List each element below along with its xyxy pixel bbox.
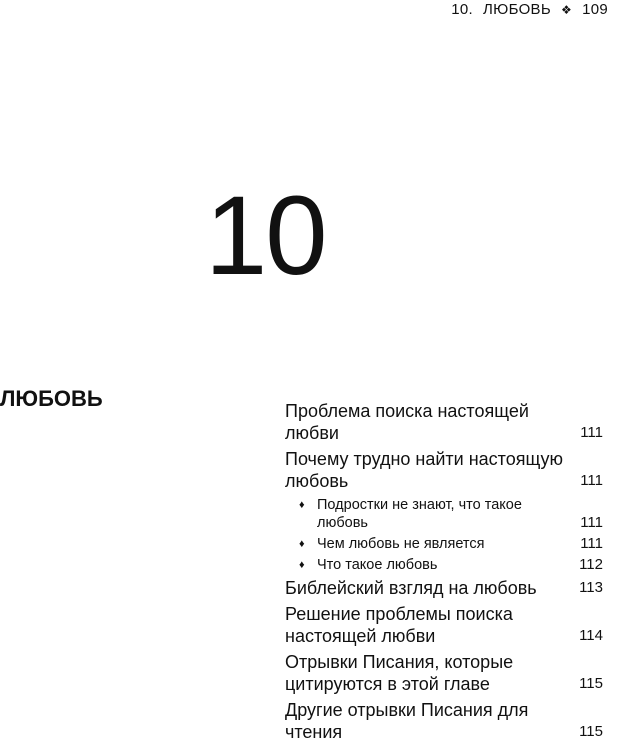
running-head-chapter: 10.: [451, 1, 473, 18]
page-number: 109: [582, 1, 608, 18]
toc-subentry: [285, 496, 603, 532]
running-head: [451, 1, 608, 18]
toc-subentry-title: Что такое любовь: [317, 557, 438, 573]
toc-subentry-title: Чем любовь не является: [317, 536, 485, 552]
toc-entry: [285, 448, 603, 492]
toc-entry-page: 113: [579, 579, 603, 596]
ornament-icon: ❖: [561, 2, 573, 17]
toc-entry-title: Отрывки Писания, которые цитируются в этой главе: [285, 652, 514, 694]
toc-subentry-page: 111: [580, 535, 603, 552]
toc-entry-title: Проблема поиска настоящей любви: [285, 401, 529, 443]
toc-entry-title: Решение проблемы поиска настоящей любви: [285, 604, 513, 646]
bullet-diamond-icon: ♦: [299, 538, 305, 550]
toc-subentry-title: Подростки не знают, что такое любовь: [317, 497, 522, 531]
toc-subentry-page: 112: [579, 556, 603, 573]
running-head-title: ЛЮБОВЬ: [483, 1, 551, 18]
toc-entry: [285, 699, 603, 743]
toc-entry-page: 111: [580, 472, 603, 489]
toc-subentry: [285, 535, 603, 553]
toc-entry: [285, 651, 603, 695]
toc-entry-title: Библейский взгляд на любовь: [285, 578, 537, 598]
toc-entry-title: Почему трудно найти настоящую любовь: [285, 449, 563, 491]
toc-entry: [285, 400, 603, 444]
toc-entry-page: 114: [579, 627, 603, 644]
toc-entry-page: 111: [580, 424, 603, 441]
chapter-number: 10: [205, 173, 326, 298]
table-of-contents: [285, 400, 603, 747]
bullet-diamond-icon: ♦: [299, 499, 305, 511]
toc-subentry: [285, 556, 603, 574]
toc-entry: [285, 577, 603, 599]
toc-subentry-page: 111: [580, 514, 603, 531]
toc-entry-page: 115: [579, 723, 603, 740]
bullet-diamond-icon: ♦: [299, 559, 305, 571]
toc-entry: [285, 603, 603, 647]
chapter-title: ЛЮБОВЬ: [0, 386, 103, 411]
toc-entry-page: 115: [579, 675, 603, 692]
toc-entry-title: Другие отрывки Писания для чтения: [285, 700, 529, 742]
